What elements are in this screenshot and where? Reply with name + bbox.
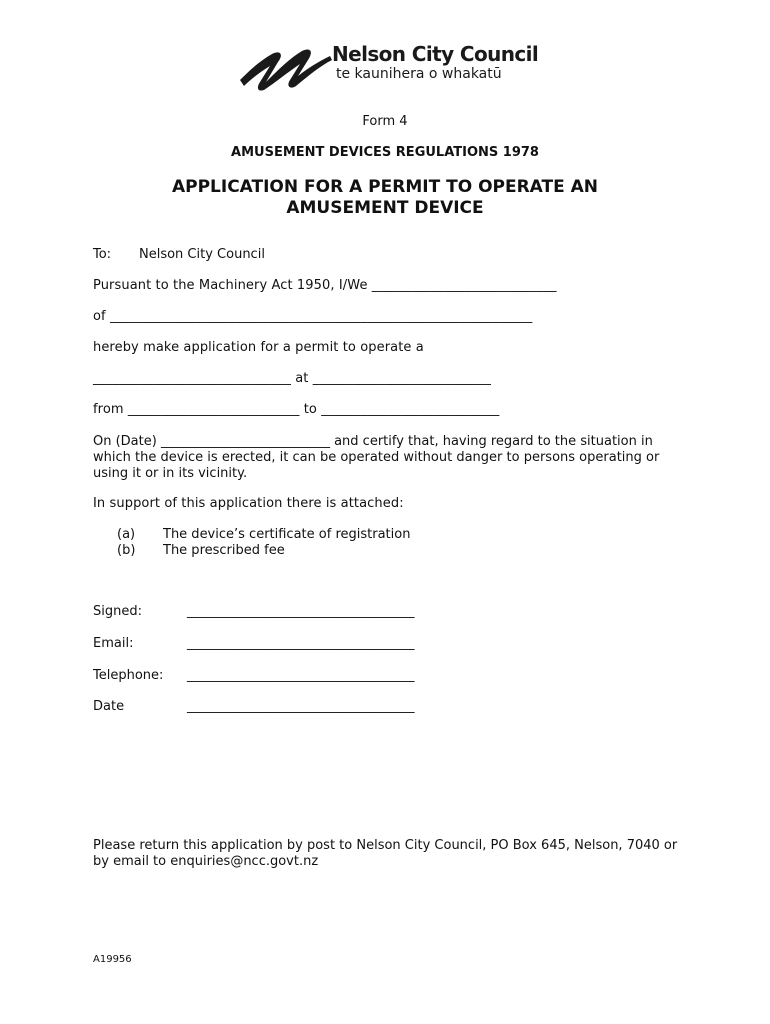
signed-label: Signed: — [93, 604, 142, 619]
document-reference: A19956 — [93, 954, 132, 965]
certification-paragraph[interactable]: On (Date) __________________________ and certify that, having regard to the situation in which the device is erected, it can be operated without danger to persons operating or using it or in its vicinity. — [93, 434, 660, 481]
council-tagline: te kaunihera o whakatū — [336, 66, 502, 82]
council-swirl-icon — [238, 42, 334, 92]
council-name: Nelson City Council — [332, 42, 539, 66]
signed-field[interactable]: ___________________________________ — [187, 604, 415, 619]
email-label: Email: — [93, 636, 134, 651]
telephone-field[interactable]: ___________________________________ — [187, 668, 415, 683]
attachment-item-a: The device’s certificate of registration — [163, 527, 411, 542]
attachment-item-b: The prescribed fee — [163, 543, 285, 558]
regulations-heading: AMUSEMENT DEVICES REGULATIONS 1978 — [231, 145, 539, 160]
applicant-name-field[interactable]: Pursuant to the Machinery Act 1950, I/We ____________________________ — [93, 278, 557, 293]
attachments-intro: In support of this application there is attached: — [93, 496, 404, 511]
applicant-address-field[interactable]: of ________________________________________________________________ — [93, 309, 533, 324]
council-logo — [238, 42, 538, 98]
title-line-1: APPLICATION FOR A PERMIT TO OPERATE AN — [171, 177, 599, 197]
email-field[interactable]: ___________________________________ — [187, 636, 415, 651]
form-number: Form 4 — [362, 114, 408, 129]
date-label: Date — [93, 699, 125, 714]
date-field[interactable]: ___________________________________ — [187, 699, 415, 714]
title-line-2: AMUSEMENT DEVICE — [286, 198, 484, 218]
hereby-text: hereby make application for a permit to operate a — [93, 340, 424, 355]
device-location-field[interactable]: ______________________________ at ___________________________ — [93, 371, 491, 386]
attachment-marker-a: (a) — [117, 527, 136, 542]
page-title — [0, 177, 770, 219]
to-label: To: — [93, 247, 112, 262]
attachment-marker-b: (b) — [117, 543, 136, 558]
telephone-label: Telephone: — [93, 668, 164, 683]
to-value: Nelson City Council — [139, 247, 265, 262]
period-field[interactable]: from __________________________ to ___________________________ — [93, 402, 500, 417]
return-instructions: Please return this application by post to Nelson City Council, PO Box 645, Nelson, 7040 or by email to enquiries@ncc.govt.nz — [93, 838, 678, 869]
